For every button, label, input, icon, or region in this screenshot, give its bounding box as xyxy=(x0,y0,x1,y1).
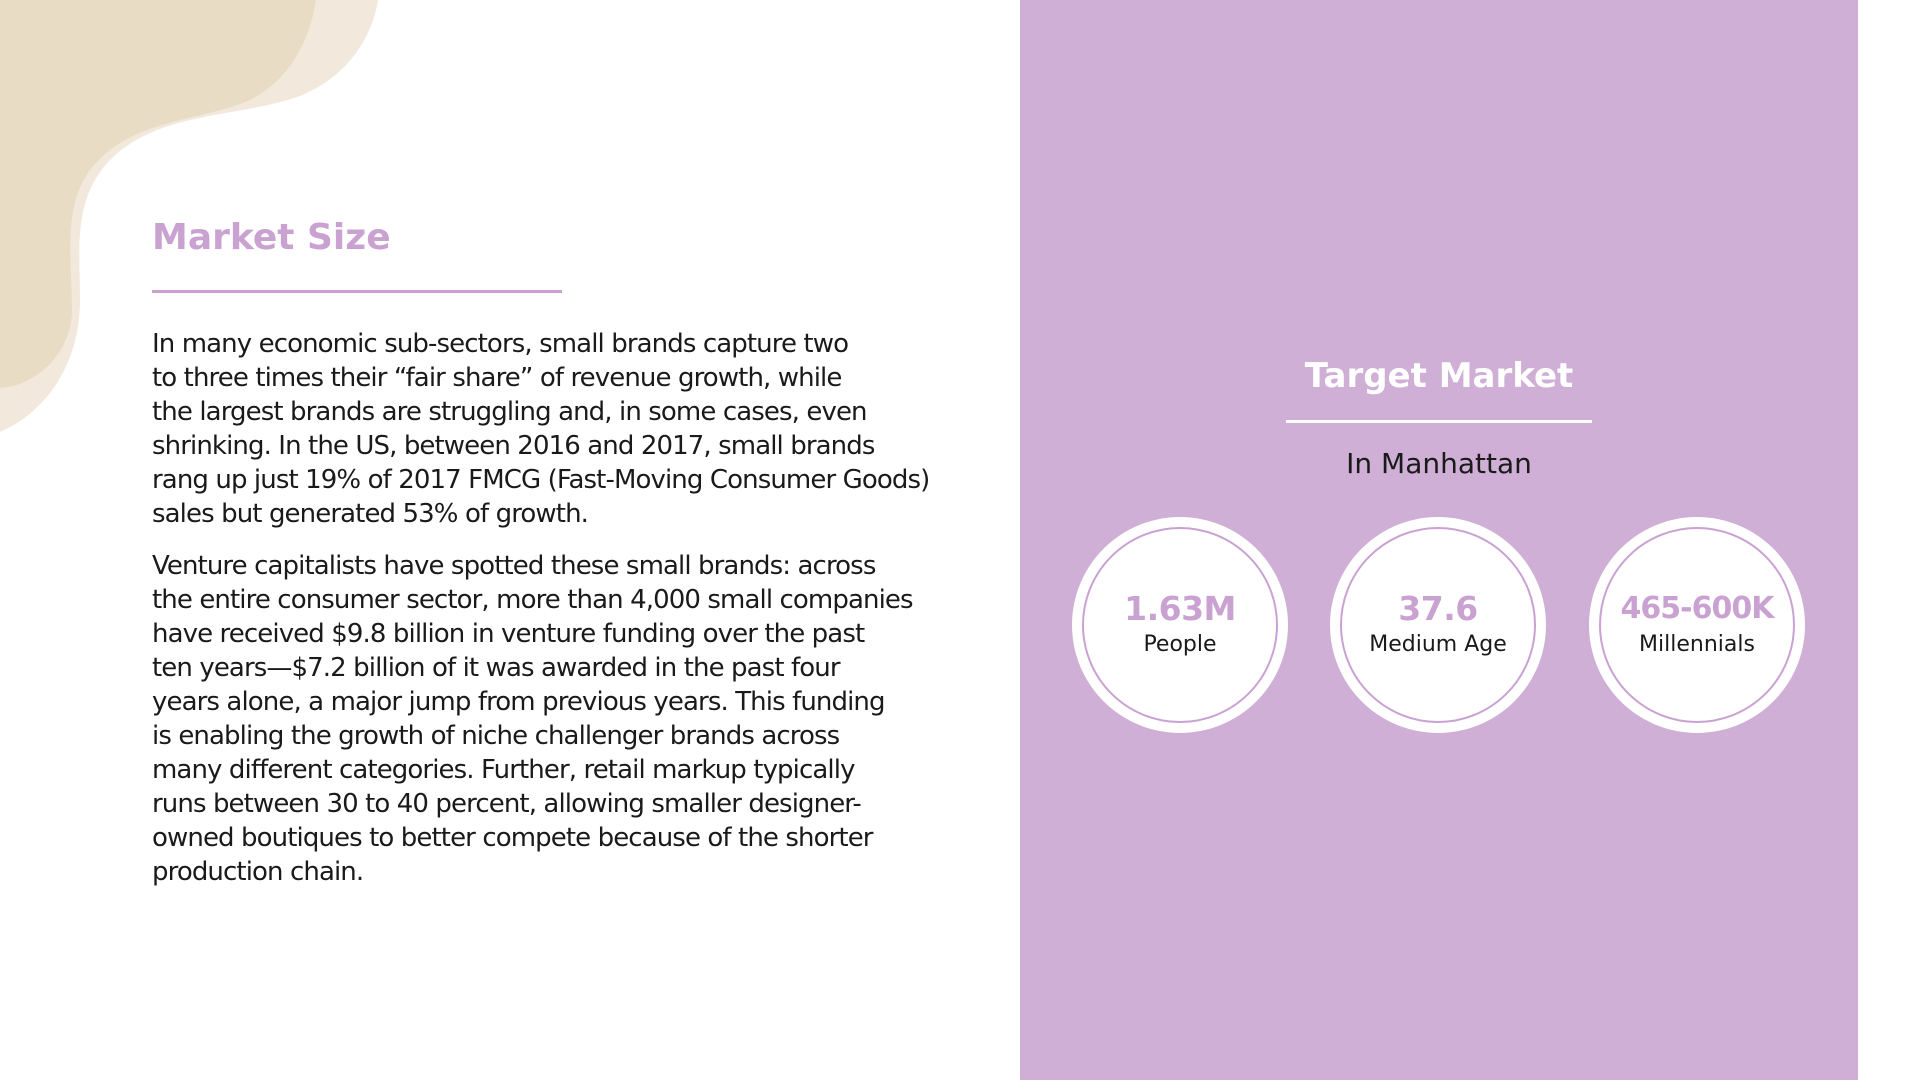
stat-label-people: People xyxy=(1143,632,1217,657)
stat-circle-medium-age xyxy=(1330,517,1546,733)
stat-circle-ring xyxy=(1340,527,1536,723)
market-size-title-underline xyxy=(152,290,562,293)
stat-circle-millennials xyxy=(1589,517,1805,733)
market-size-title: Market Size xyxy=(152,217,391,258)
target-market-header xyxy=(1020,350,1858,483)
target-market-title: Target Market xyxy=(1304,356,1574,396)
stat-value-millennials: 465-600K xyxy=(1620,591,1774,626)
stat-label-millennials: Millennials xyxy=(1639,632,1755,657)
stat-circle-ring xyxy=(1599,527,1795,723)
stat-label-medium-age: Medium Age xyxy=(1369,632,1507,657)
target-market-title-underline xyxy=(1286,420,1592,423)
target-market-stats xyxy=(1072,517,1808,733)
target-market-panel xyxy=(1020,0,1858,1080)
stat-value-medium-age: 37.6 xyxy=(1398,589,1478,628)
market-size-section xyxy=(152,212,972,889)
stat-value-people: 1.63M xyxy=(1124,589,1236,628)
stat-circle-ring xyxy=(1082,527,1278,723)
market-size-paragraph-2: Venture capitalists have spotted these small brands: across the entire consumer sector, more than 4,000 small companies have received $9.8 billion in venture funding over the past ten years—$7.2 billion of it was awarded in the past four years alone, a major jump from previous years. This funding is enabling the growth of niche challenger brands across many different categories. Further, retail markup typically runs between 30 to 40 percent, allowing smaller designer- owned boutiques to better compete because of the shorter production chain. xyxy=(152,551,913,887)
market-size-paragraph-1: In many economic sub-sectors, small brands capture two to three times their “fair share” of revenue growth, while the largest brands are struggling and, in some cases, even shrinking. In the US, between 2016 and 2017, small brands rang up just 19% of 2017 FMCG (Fast-Moving Consumer Goods) sales but generated 53% of growth. xyxy=(152,329,930,529)
target-market-subtitle: In Manhattan xyxy=(1346,447,1532,480)
stat-circle-people xyxy=(1072,517,1288,733)
